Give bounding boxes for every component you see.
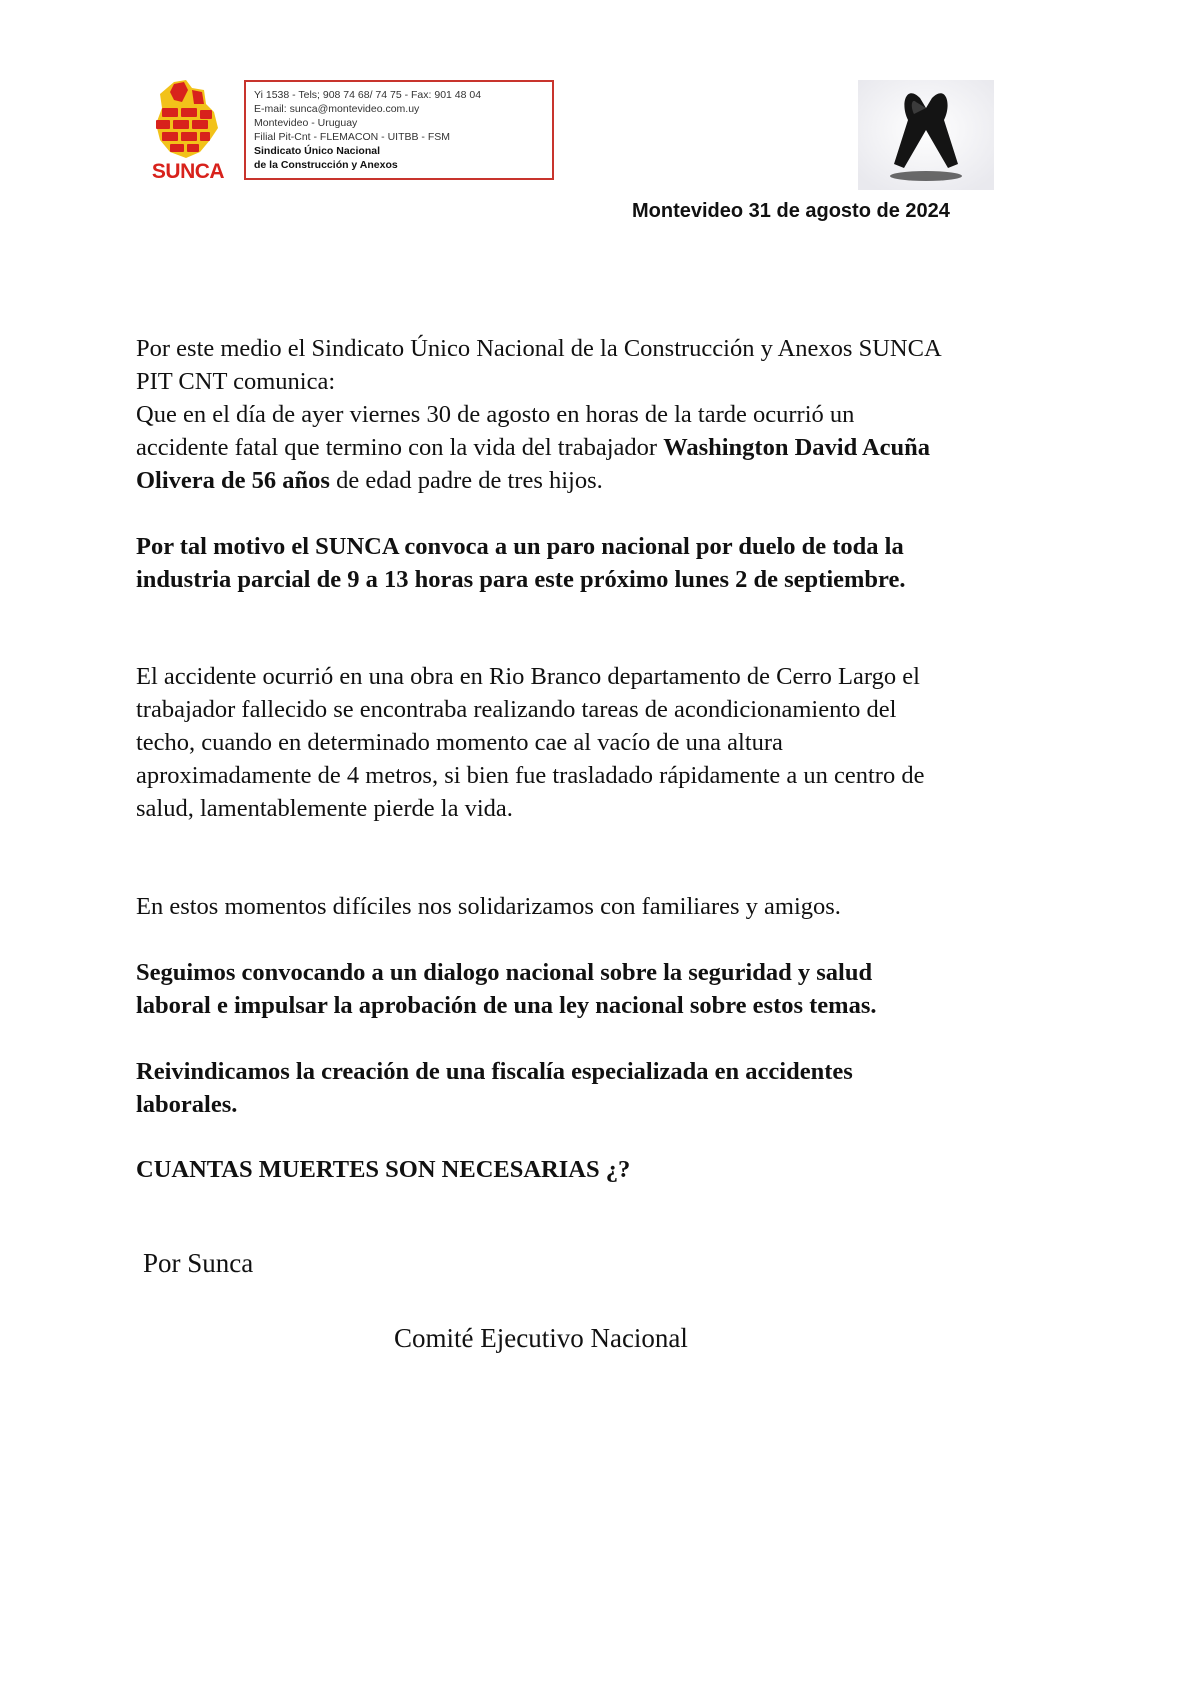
paragraph-prosecutor-demand: [136, 1055, 1076, 1121]
contact-line: Montevideo - Uruguay: [254, 117, 358, 129]
org-name-line: Sindicato Único Nacional: [254, 145, 381, 157]
document-date: Montevideo 31 de agosto de 2024: [632, 200, 950, 222]
signature-line-1: Por Sunca: [143, 1248, 254, 1278]
text-line: [136, 464, 1076, 497]
text-line-bold: laborales.: [136, 1091, 238, 1118]
text-line: aproximadamente de 4 metros, si bien fue trasladado rápidamente a un centro de: [136, 762, 925, 789]
text-line-bold: Reivindicamos la creación de una fiscalía especializada en accidentes: [136, 1058, 853, 1085]
text-line-bold: laboral e impulsar la aprobación de una ley nacional sobre estos temas.: [136, 992, 877, 1019]
text-line: En estos momentos difíciles nos solidarizamos con familiares y amigos.: [136, 893, 841, 920]
contact-line: Yi 1538 - Tels; 908 74 68/ 74 75 - Fax: 901 48 04: [254, 89, 482, 101]
text-segment: de edad padre de tres hijos.: [329, 467, 603, 494]
text-line: Que en el día de ayer viernes 30 de agosto en horas de la tarde ocurrió un: [136, 401, 855, 428]
text-line: [136, 431, 1076, 464]
mourning-ribbon-icon: [858, 80, 994, 190]
paragraph-closing-question: [136, 1153, 1076, 1186]
worker-name: Washington David Acuña: [663, 434, 931, 461]
contact-line: E-mail: sunca@montevideo.com.uy: [254, 103, 420, 115]
text-line: trabajador fallecido se encontraba realizando tareas de acondicionamiento del: [136, 696, 897, 723]
text-line-bold: CUANTAS MUERTES SON NECESARIAS ¿?: [136, 1156, 631, 1183]
sunca-logo: [148, 78, 228, 188]
signature-line-2: Comité Ejecutivo Nacional: [394, 1323, 688, 1353]
org-name-line: de la Construcción y Anexos: [254, 159, 398, 171]
paragraph-announcement: [136, 332, 1076, 497]
paragraph-solidarity: [136, 890, 1076, 923]
text-line: PIT CNT comunica:: [136, 368, 336, 395]
worker-name-age: Olivera de 56 años: [136, 467, 330, 494]
text-line: El accidente ocurrió en una obra en Rio Branco departamento de Cerro Largo el: [136, 663, 920, 690]
text-line-bold: Por tal motivo el SUNCA convoca a un paro nacional por duelo de toda la: [136, 533, 904, 560]
text-line: techo, cuando en determinado momento cae al vacío de una altura: [136, 729, 783, 756]
text-line-bold: industria parcial de 9 a 13 horas para este próximo lunes 2 de septiembre.: [136, 566, 906, 593]
text-line-bold: Seguimos convocando a un dialogo nacional sobre la seguridad y salud: [136, 959, 873, 986]
paragraph-accident-details: [136, 660, 1076, 825]
contact-info-box: [244, 80, 554, 180]
text-segment: accidente fatal que termino con la vida del trabajador: [136, 434, 664, 461]
paragraph-strike-call: [136, 530, 1076, 596]
paragraph-national-dialogue: [136, 956, 1076, 1022]
contact-line: Filial Pit-Cnt - FLEMACON - UITBB - FSM: [254, 131, 451, 143]
text-line: Por este medio el Sindicato Único Nacional de la Construcción y Anexos SUNCA: [136, 335, 942, 362]
text-line: salud, lamentablemente pierde la vida.: [136, 795, 513, 822]
sunca-logo-icon: [152, 78, 224, 162]
logo-text: SUNCA: [151, 160, 225, 183]
